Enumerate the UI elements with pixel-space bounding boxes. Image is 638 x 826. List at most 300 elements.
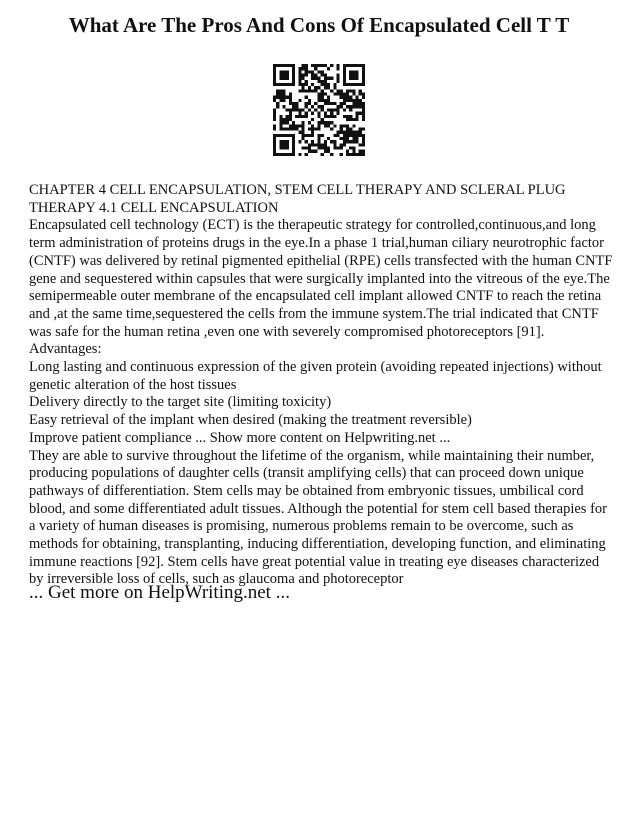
qr-module xyxy=(324,80,327,83)
qr-module xyxy=(324,121,327,124)
qr-module xyxy=(289,112,292,115)
qr-module xyxy=(355,112,358,115)
qr-module xyxy=(292,102,295,105)
qr-module xyxy=(298,80,301,83)
qr-module xyxy=(302,137,305,140)
qr-module xyxy=(314,143,317,146)
qr-module xyxy=(314,89,317,92)
qr-module xyxy=(343,83,346,86)
qr-module xyxy=(333,143,336,146)
qr-module xyxy=(340,105,343,108)
qr-module xyxy=(336,146,339,149)
qr-module xyxy=(324,140,327,143)
qr-module xyxy=(362,80,365,83)
qr-module xyxy=(279,140,282,143)
qr-module xyxy=(324,74,327,77)
qr-module xyxy=(289,102,292,105)
advantage-item: Delivery directly to the target site (limiting toxicity) xyxy=(29,394,332,411)
qr-module xyxy=(362,115,365,118)
get-more-link[interactable]: ... Get more on HelpWriting.net ... xyxy=(29,582,290,603)
qr-module xyxy=(330,64,333,67)
qr-module xyxy=(302,121,305,124)
qr-module xyxy=(298,131,301,134)
qr-module xyxy=(362,153,365,156)
qr-module xyxy=(343,74,346,77)
qr-module xyxy=(359,99,362,102)
qr-module xyxy=(321,108,324,111)
qr-module xyxy=(362,105,365,108)
qr-module xyxy=(298,115,301,118)
qr-module xyxy=(355,64,358,67)
qr-module xyxy=(343,124,346,127)
qr-module xyxy=(286,96,289,99)
qr-module xyxy=(298,70,301,73)
qr-module xyxy=(273,134,276,137)
qr-module xyxy=(317,137,320,140)
qr-module xyxy=(352,89,355,92)
qr-module xyxy=(343,67,346,70)
qr-module xyxy=(321,143,324,146)
qr-module xyxy=(308,86,311,89)
qr-module xyxy=(336,112,339,115)
qr-module xyxy=(355,118,358,121)
qr-module xyxy=(324,143,327,146)
qr-module xyxy=(333,140,336,143)
qr-module xyxy=(286,134,289,137)
qr-module xyxy=(317,124,320,127)
qr-module xyxy=(302,108,305,111)
qr-module xyxy=(317,115,320,118)
advantages-heading: Advantages: xyxy=(29,341,102,358)
qr-module xyxy=(286,115,289,118)
qr-module xyxy=(308,121,311,124)
qr-module xyxy=(336,131,339,134)
qr-module xyxy=(317,112,320,115)
qr-code-icon xyxy=(273,64,365,156)
qr-module xyxy=(283,121,286,124)
qr-module xyxy=(330,140,333,143)
qr-module xyxy=(317,121,320,124)
qr-module xyxy=(292,108,295,111)
qr-module xyxy=(343,131,346,134)
qr-module xyxy=(362,127,365,130)
qr-module xyxy=(305,112,308,115)
qr-module xyxy=(336,64,339,67)
qr-module xyxy=(286,118,289,121)
qr-module xyxy=(273,67,276,70)
qr-module xyxy=(279,143,282,146)
qr-module xyxy=(349,83,352,86)
qr-module xyxy=(346,64,349,67)
qr-module xyxy=(359,102,362,105)
qr-module xyxy=(321,121,324,124)
qr-module xyxy=(327,108,330,111)
qr-module xyxy=(355,74,358,77)
qr-module xyxy=(362,143,365,146)
qr-module xyxy=(305,80,308,83)
qr-module xyxy=(352,150,355,153)
qr-module xyxy=(336,77,339,80)
qr-module xyxy=(311,150,314,153)
qr-module xyxy=(362,74,365,77)
qr-module xyxy=(355,153,358,156)
show-more-line[interactable]: Improve patient compliance ... Show more content on Helpwriting.net ... xyxy=(29,429,451,446)
qr-module xyxy=(279,153,282,156)
qr-module xyxy=(321,105,324,108)
qr-module xyxy=(324,93,327,96)
body-paragraph: They are able to survive throughout the lifetime of the organism, while maintaining their number, producing populations of daughter cells (transit amplifying cells) that can proceed down unique pathways of differentiation. Stem cells may be obtained from embryonic tissues, umbilical cord blood, and some differentiated adult tissues. Although the potential for stem cell based therapies for a variety of human diseases is promising, numerous problems remain to be overcome, such as methods for obtaining, transplanting, inducing differentiation, developing function, and eliminating immune reactions [92]. Stem cells have great potential value in treating eye diseases characterized by irreversible loss of cells, such as glaucoma and photoreceptor xyxy=(29,447,607,588)
qr-module xyxy=(352,124,355,127)
qr-module xyxy=(298,124,301,127)
qr-module xyxy=(346,140,349,143)
qr-module xyxy=(355,105,358,108)
qr-module xyxy=(327,102,330,105)
qr-module xyxy=(292,83,295,86)
qr-module xyxy=(302,77,305,80)
qr-module xyxy=(317,86,320,89)
qr-module xyxy=(311,105,314,108)
qr-module xyxy=(279,115,282,118)
qr-module xyxy=(355,134,358,137)
qr-module xyxy=(349,146,352,149)
qr-module xyxy=(355,70,358,73)
qr-module xyxy=(336,89,339,92)
qr-module xyxy=(292,64,295,67)
qr-module xyxy=(311,134,314,137)
qr-module xyxy=(273,143,276,146)
qr-module xyxy=(327,96,330,99)
qr-module xyxy=(283,89,286,92)
qr-module xyxy=(349,118,352,121)
qr-module xyxy=(321,153,324,156)
qr-module xyxy=(292,140,295,143)
advantage-item: Long lasting and continuous expression of the given protein (avoiding repeated injections) without genetic alteration of the host tissues xyxy=(29,359,602,393)
qr-module xyxy=(317,70,320,73)
qr-module xyxy=(292,121,295,124)
qr-module xyxy=(324,112,327,115)
qr-module xyxy=(317,80,320,83)
qr-module xyxy=(295,105,298,108)
qr-module xyxy=(305,74,308,77)
qr-module xyxy=(292,124,295,127)
qr-module xyxy=(317,146,320,149)
qr-module xyxy=(273,64,276,67)
qr-module xyxy=(352,102,355,105)
qr-module xyxy=(330,121,333,124)
qr-module xyxy=(295,108,298,111)
qr-module xyxy=(359,89,362,92)
qr-module xyxy=(302,86,305,89)
qr-module xyxy=(352,74,355,77)
qr-module xyxy=(317,134,320,137)
qr-module xyxy=(276,83,279,86)
qr-module xyxy=(311,70,314,73)
qr-module xyxy=(314,102,317,105)
qr-module xyxy=(336,74,339,77)
qr-module xyxy=(308,150,311,153)
qr-module xyxy=(352,99,355,102)
qr-module xyxy=(321,89,324,92)
qr-module xyxy=(305,89,308,92)
qr-module xyxy=(333,83,336,86)
qr-module xyxy=(352,105,355,108)
qr-module xyxy=(346,96,349,99)
qr-module xyxy=(327,83,330,86)
qr-module xyxy=(283,146,286,149)
qr-module xyxy=(343,140,346,143)
qr-module xyxy=(333,124,336,127)
qr-module xyxy=(292,70,295,73)
qr-module xyxy=(273,137,276,140)
qr-module xyxy=(295,102,298,105)
qr-module xyxy=(349,64,352,67)
qr-module xyxy=(286,140,289,143)
qr-module xyxy=(346,124,349,127)
qr-module xyxy=(349,105,352,108)
qr-module xyxy=(289,153,292,156)
qr-module xyxy=(336,80,339,83)
qr-module xyxy=(321,83,324,86)
qr-module xyxy=(362,102,365,105)
qr-module xyxy=(340,146,343,149)
qr-module xyxy=(324,146,327,149)
qr-module xyxy=(333,102,336,105)
qr-module xyxy=(314,64,317,67)
qr-module xyxy=(279,83,282,86)
qr-module xyxy=(286,143,289,146)
qr-module xyxy=(283,140,286,143)
qr-module xyxy=(298,67,301,70)
qr-module xyxy=(305,134,308,137)
qr-module xyxy=(317,96,320,99)
qr-module xyxy=(302,74,305,77)
qr-module xyxy=(311,124,314,127)
qr-module xyxy=(292,77,295,80)
qr-module xyxy=(298,74,301,77)
qr-module xyxy=(292,105,295,108)
qr-module xyxy=(302,67,305,70)
qr-module xyxy=(327,115,330,118)
qr-module xyxy=(302,127,305,130)
qr-module xyxy=(283,83,286,86)
qr-module xyxy=(352,64,355,67)
qr-module xyxy=(346,115,349,118)
qr-module xyxy=(314,67,317,70)
qr-module xyxy=(352,70,355,73)
qr-module xyxy=(273,83,276,86)
qr-module xyxy=(336,67,339,70)
qr-module xyxy=(346,134,349,137)
qr-module xyxy=(298,89,301,92)
qr-module xyxy=(279,93,282,96)
qr-module xyxy=(346,137,349,140)
qr-module xyxy=(340,124,343,127)
qr-module xyxy=(289,127,292,130)
qr-module xyxy=(289,96,292,99)
qr-module xyxy=(298,83,301,86)
qr-module xyxy=(314,77,317,80)
qr-module xyxy=(359,131,362,134)
qr-module xyxy=(311,74,314,77)
qr-module xyxy=(305,64,308,67)
qr-module xyxy=(289,108,292,111)
qr-module xyxy=(346,150,349,153)
qr-module xyxy=(333,86,336,89)
qr-module xyxy=(330,112,333,115)
qr-module xyxy=(352,118,355,121)
qr-module xyxy=(314,150,317,153)
qr-module xyxy=(327,86,330,89)
qr-module xyxy=(302,131,305,134)
qr-module xyxy=(355,140,358,143)
qr-module xyxy=(289,124,292,127)
qr-module xyxy=(321,64,324,67)
qr-module xyxy=(362,140,365,143)
qr-module xyxy=(327,67,330,70)
qr-module xyxy=(289,99,292,102)
qr-module xyxy=(343,70,346,73)
qr-module xyxy=(336,105,339,108)
qr-module xyxy=(362,112,365,115)
qr-module xyxy=(292,153,295,156)
qr-module xyxy=(286,64,289,67)
page-title: What Are The Pros And Cons Of Encapsulated Cell T T xyxy=(68,13,570,37)
qr-module xyxy=(333,108,336,111)
qr-module xyxy=(362,118,365,121)
qr-module xyxy=(362,150,365,153)
qr-module xyxy=(273,70,276,73)
qr-module xyxy=(362,83,365,86)
qr-module xyxy=(286,146,289,149)
qr-module xyxy=(273,153,276,156)
qr-module xyxy=(279,70,282,73)
qr-module xyxy=(346,131,349,134)
qr-module xyxy=(346,153,349,156)
qr-module xyxy=(308,146,311,149)
qr-module xyxy=(305,153,308,156)
qr-module xyxy=(279,127,282,130)
qr-module xyxy=(302,64,305,67)
qr-module xyxy=(343,143,346,146)
qr-module xyxy=(305,140,308,143)
qr-module xyxy=(305,102,308,105)
qr-module xyxy=(286,121,289,124)
qr-module xyxy=(333,146,336,149)
qr-module xyxy=(327,99,330,102)
qr-module xyxy=(349,89,352,92)
qr-module xyxy=(336,108,339,111)
qr-module xyxy=(279,124,282,127)
qr-module xyxy=(349,70,352,73)
qr-module xyxy=(283,99,286,102)
qr-module xyxy=(343,96,346,99)
qr-module xyxy=(314,74,317,77)
qr-module xyxy=(317,143,320,146)
qr-module xyxy=(305,146,308,149)
qr-module xyxy=(359,93,362,96)
qr-module xyxy=(355,102,358,105)
qr-module xyxy=(279,77,282,80)
qr-module xyxy=(276,102,279,105)
qr-module xyxy=(283,143,286,146)
qr-module xyxy=(343,102,346,105)
qr-module xyxy=(343,77,346,80)
qr-module xyxy=(330,102,333,105)
qr-module xyxy=(340,89,343,92)
qr-module xyxy=(352,146,355,149)
qr-module xyxy=(273,108,276,111)
qr-module xyxy=(289,118,292,121)
qr-module xyxy=(362,93,365,96)
qr-module xyxy=(359,150,362,153)
qr-module xyxy=(286,127,289,130)
qr-module xyxy=(324,83,327,86)
article-body xyxy=(29,182,613,589)
qr-module xyxy=(362,70,365,73)
qr-module xyxy=(292,134,295,137)
qr-module xyxy=(305,67,308,70)
qr-module xyxy=(317,127,320,130)
qr-module xyxy=(324,64,327,67)
qr-module xyxy=(346,89,349,92)
qr-module xyxy=(273,115,276,118)
qr-module xyxy=(308,134,311,137)
qr-module xyxy=(276,96,279,99)
qr-module xyxy=(349,153,352,156)
qr-module xyxy=(302,134,305,137)
qr-module xyxy=(336,93,339,96)
qr-module xyxy=(362,67,365,70)
qr-module xyxy=(317,64,320,67)
qr-module xyxy=(308,108,311,111)
qr-module xyxy=(343,80,346,83)
qr-module xyxy=(330,77,333,80)
qr-module xyxy=(305,96,308,99)
qr-module xyxy=(340,102,343,105)
qr-module xyxy=(292,127,295,130)
qr-module xyxy=(340,131,343,134)
qr-module xyxy=(352,140,355,143)
qr-module xyxy=(321,146,324,149)
qr-module xyxy=(279,74,282,77)
qr-module xyxy=(324,86,327,89)
qr-module xyxy=(343,115,346,118)
chapter-heading: CHAPTER 4 CELL ENCAPSULATION, STEM CELL THERAPY AND SCLERAL PLUG THERAPY 4.1 CELL ENCAPSULATION xyxy=(29,182,566,216)
qr-module xyxy=(317,77,320,80)
qr-module xyxy=(283,64,286,67)
qr-module xyxy=(295,124,298,127)
qr-module xyxy=(276,153,279,156)
qr-module xyxy=(330,127,333,130)
qr-module xyxy=(333,115,336,118)
qr-module xyxy=(298,108,301,111)
qr-module xyxy=(317,140,320,143)
qr-module xyxy=(311,83,314,86)
qr-module xyxy=(330,89,333,92)
qr-module xyxy=(289,64,292,67)
qr-module xyxy=(349,99,352,102)
qr-module xyxy=(359,83,362,86)
qr-module xyxy=(343,134,346,137)
qr-module xyxy=(340,153,343,156)
qr-module xyxy=(321,134,324,137)
qr-module xyxy=(311,64,314,67)
qr-module xyxy=(321,99,324,102)
qr-module xyxy=(308,127,311,130)
qr-module xyxy=(273,127,276,130)
qr-module xyxy=(324,77,327,80)
qr-module xyxy=(355,137,358,140)
